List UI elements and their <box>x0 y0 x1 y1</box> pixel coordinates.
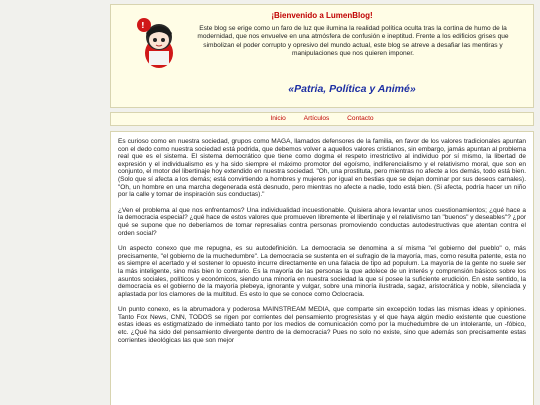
article-content <box>110 131 534 405</box>
nav-link-contacto[interactable]: Contacto <box>347 115 374 122</box>
blog-slogan: «Patria, Política y Animé» <box>288 83 416 95</box>
article-paragraph: Un aspecto conexo que me repugna, es su autodefinición. La democracia se denomina a sí misma "el gobierno del pueblo" o, más precisamente, "el gobierno de la muchedumbre". La democracia se sustenta en el sufragio de la mayoría, mas, como resulta patente, esta no es siempre el acertado y el sostener lo opuesto incurre directamente en una falacia de tipo ad populum. La mayoría de la gente no suele ser la más inteligente, sino más bien lo contrario. Es la mayoría de las personas la que adolece de un interés y comprensión básicos sobre los asuntos sociales, políticos y económicos, siendo una minoría en nuestra sociedad la que sí posee la suficiente erudición. En este sentido, la democracia es el gobierno de la mayoría plebeya, ignorante y vulgar, sobre una minoría ilustrada, sagaz, aristocrática y noble, silenciada y aplastada por los clamores de la multitud. Es esto lo que se conoce como Oclocracia. <box>118 245 526 298</box>
nav-link-articulos[interactable]: Artículos <box>303 115 330 122</box>
anime-avatar-icon <box>135 13 183 73</box>
article-paragraph: ¿Ven el problema al que nos enfrentamos? Una individualidad incuestionable. Quisiera ahora levantar unos cuestionamientos; ¿qué hace a la democracia especial? ¿qué hace de estos valores que promueven libremente el libertinaje y el relativismo tan "buenos" y deseables"? ¿por qué se supone que no deberíamos de tomar represalias contra personas promoviendo conductas autodestructivas que atentan contra el orden social? <box>118 206 526 237</box>
main-nav <box>110 112 534 126</box>
nav-link-inicio[interactable]: Inicio <box>270 115 286 122</box>
blog-header <box>110 4 534 108</box>
welcome-title: ¡Bienvenido a LumenBlog! <box>271 11 373 20</box>
article-paragraph: Un punto conexo, es la abrumadora y poderosa MAINSTREAM MEDIA, que comparte sin excepción todas las mismas ideas y opiniones. Tanto Fox News, CNN, TODOS se rigen por corrientes del pensamiento progresistas y el que haya algún medio existente que cuestione estas ideas es estigmatizado de inmediato tanto por los medios de comunicación como por la muchedumbre de un intolerante, un -fóbico, etc. ¿Qué ha sido del pensamiento divergente dentro de la democracia? Pues no solo no existe, sino que además son precisamente estas corrientes ideológicas las que son mejor <box>118 306 526 344</box>
blog-description: Este blog se erige como un faro de luz que ilumina la realidad política oculta tras la cortina de humo de la modernidad, que nos envuelve en una atmósfera de confusión e ineptitud. Frente a los edificios grises que simbolizan el poder corrupto y opresivo del mundo actual, este blog se atreve a desafiar las mentiras y manipulaciones que nos quieren imponer. <box>197 25 509 58</box>
article-paragraph: Es curioso como en nuestra sociedad, grupos como MAGA, llamados defensores de la familia, en favor de los valores tradicionales apuntan con el dedo como nuestra sociedad está podrida, que debemos volver a aquellos valores cristianos, sin embargo, jamás apuntan al problema real que es el sistema. El sistema democrático que tiene como dogma el respeto irrestrictivo al individuo por sí mismo, la libertad de expresión y el individualismo es y ha sido siempre el máximo promotor del egoísmo, indiferencialismo y el relativismo moral, que son en conjunto, el motor del libertinaje hoy extendido en nuestra sociedad. "Oh, una prostituta, pero mientras no afecte a los demás, todo está bien. (Solo que sí afecta a los demás; está convirtiendo a hombres y mujeres por igual en bestias que se dejan dominar por sus deseos carnales). "Oh, un hombre en una marcha degenerada está desnudo, pero mientras no afecte a nadie, todo está bien. (Si afecta, podría hacer un niño por la calle y tomar de inspiración sus conductas)." <box>118 138 526 199</box>
svg-text:!: ! <box>141 21 145 30</box>
